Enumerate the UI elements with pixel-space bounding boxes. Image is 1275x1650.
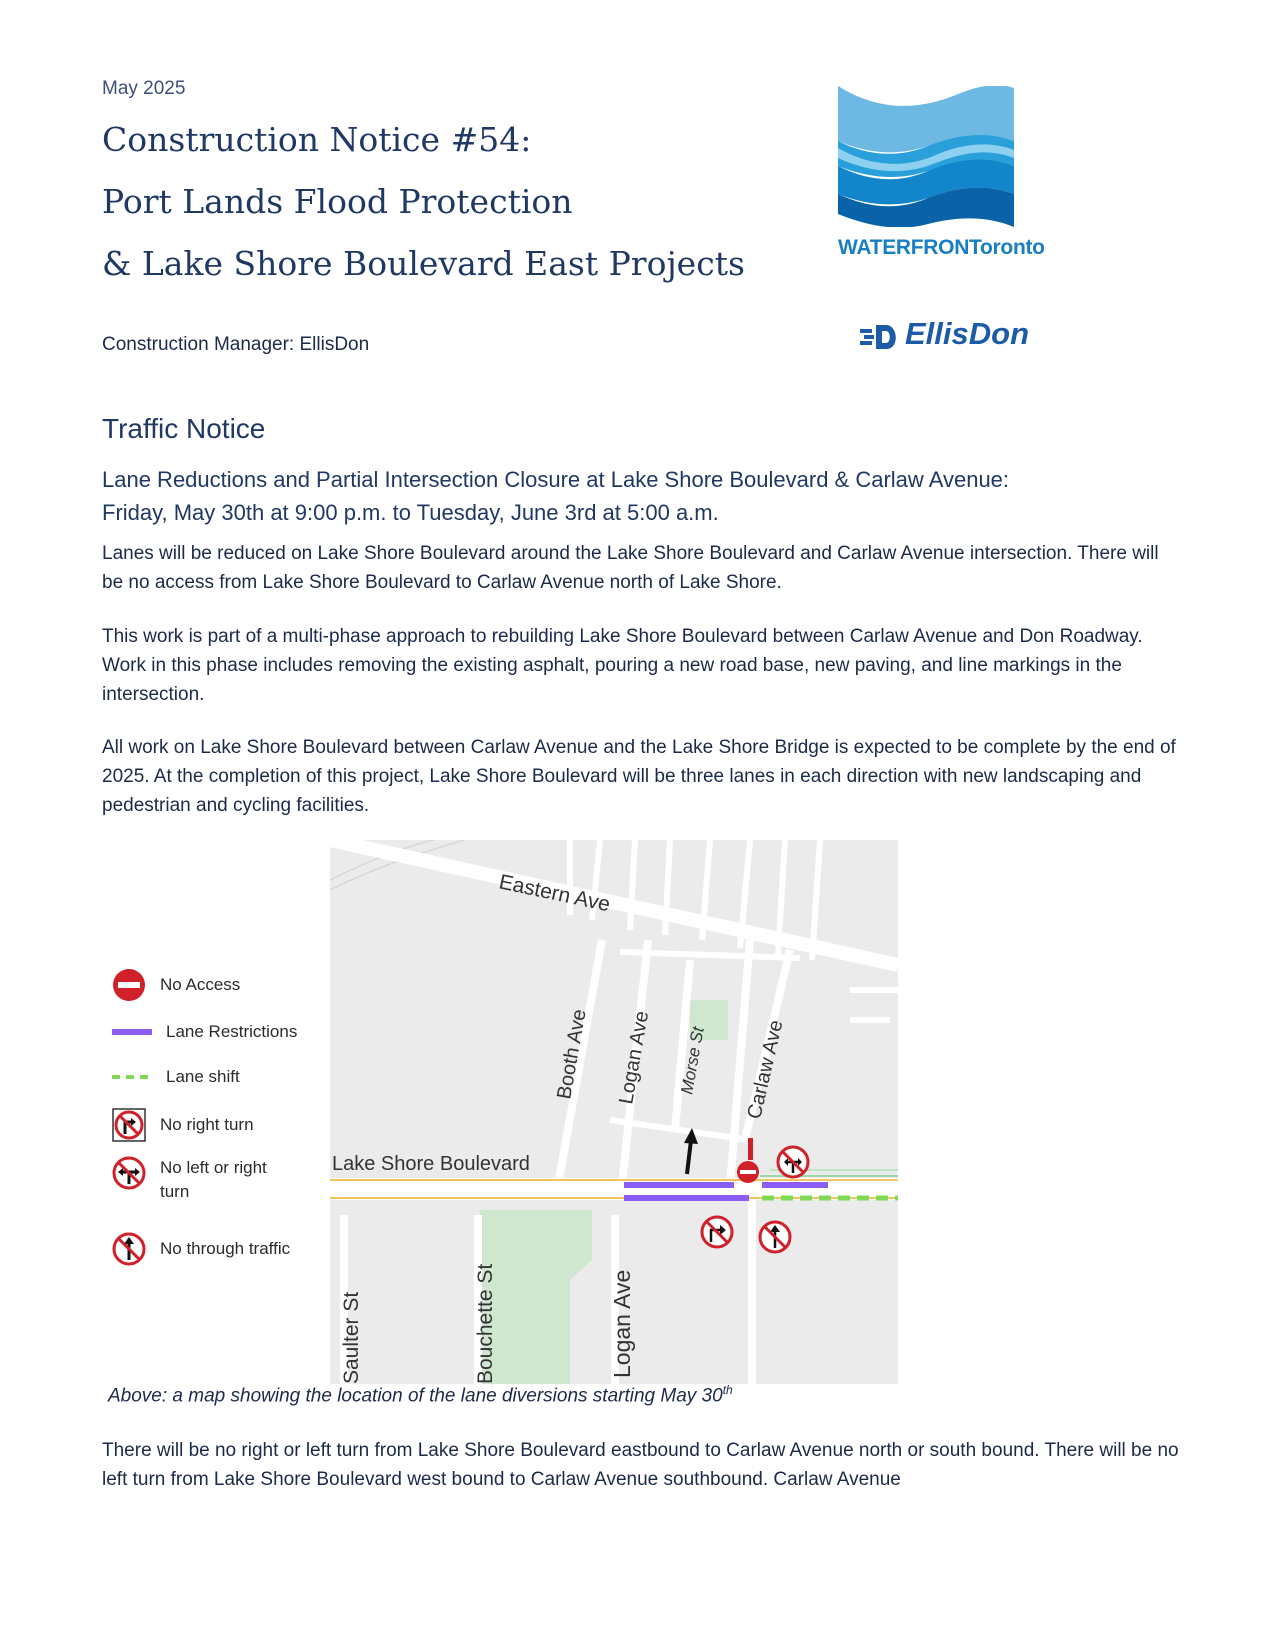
subheading-line-2: Friday, May 30th at 9:00 p.m. to Tuesday, June 3rd at 5:00 a.m.: [102, 500, 719, 525]
lane-shift-icon: [112, 1072, 152, 1082]
notice-date: May 2025: [102, 78, 186, 99]
morse-st-label: Morse St: [677, 1025, 708, 1096]
caption-text: Above: a map showing the location of the lane diversions starting May 30: [108, 1385, 723, 1407]
section-subheading: [102, 463, 1182, 529]
legend-no-right-turn: [112, 1108, 254, 1142]
no-left-or-right-turn-icon: [112, 1156, 146, 1190]
paragraph-4: There will be no right or left turn from Lake Shore Boulevard eastbound to Carlaw Avenue north or south bound. There will be no left turn from Lake Shore Boulevard west bound to Carlaw Avenue southbound. Carlaw Avenue: [102, 1440, 1179, 1490]
no-right-turn-icon: [112, 1108, 146, 1142]
lake-shore-road: [330, 1178, 898, 1200]
page-title-line-1: Construction Notice #54:: [102, 120, 532, 159]
paragraph-3: All work on Lake Shore Boulevard between Carlaw Avenue and the Lake Shore Bridge is expected to be complete by the end of 2025. At the completion of this project, Lake Shore Boulevard will be three lanes in each direction with new landscaping and pedestrian and cycling facilities.: [102, 737, 1176, 816]
lake-shore-label: Lake Shore Boulevard: [332, 1153, 530, 1175]
no-through-traffic-icon: [112, 1232, 146, 1266]
legend-label-line: turn: [160, 1182, 190, 1201]
bouchette-st-label: Bouchette St: [474, 1263, 497, 1384]
construction-manager: Construction Manager: EllisDon: [102, 334, 370, 355]
eastern-ave-label: Eastern Ave: [496, 870, 613, 917]
caption-superscript: th: [722, 1383, 733, 1397]
legend-label: No right turn: [160, 1115, 254, 1134]
legend-no-left-or-right-turn: [112, 1156, 267, 1204]
logan-ave-north-label: Logan Ave: [615, 1009, 654, 1106]
legend-no-access: [112, 968, 240, 1002]
lane-restriction-marker: [762, 1182, 828, 1188]
no-right-turn-sign-icon: [702, 1217, 732, 1247]
page-title-line-3: & Lake Shore Boulevard East Projects: [102, 244, 745, 283]
map-caption: [108, 1383, 733, 1407]
subheading-line-1: Lane Reductions and Partial Intersection Closure at Lake Shore Boulevard & Carlaw Avenue:: [102, 467, 1010, 492]
legend-no-through-traffic: [112, 1232, 290, 1266]
lane-diversion-map: [330, 840, 898, 1384]
saulter-st-label: Saulter St: [340, 1291, 363, 1384]
no-left-or-right-turn-sign-icon: [778, 1147, 808, 1177]
no-access-icon: [112, 968, 146, 1002]
map-legend: [112, 968, 327, 1268]
waterfront-toronto-logo-icon: [838, 86, 1014, 227]
booth-ave-label: Booth Ave: [553, 1007, 591, 1101]
logan-ave-south-label: Logan Ave: [609, 1269, 635, 1378]
legend-label: Lane Restrictions: [166, 1022, 298, 1041]
page-title-line-2: Port Lands Flood Protection: [102, 182, 573, 221]
ellisdon-wordmark: EllisDon: [905, 316, 1030, 351]
lane-restriction-marker: [624, 1195, 749, 1201]
legend-label: No through traffic: [160, 1239, 291, 1258]
legend-lane-shift: [112, 1065, 240, 1089]
legend-label-line: No left or right: [160, 1158, 267, 1177]
lane-restriction-marker: [624, 1182, 734, 1188]
legend-label: [160, 1156, 267, 1204]
paragraph-2: This work is part of a multi-phase approach to rebuilding Lake Shore Boulevard between Carlaw Avenue and Don Roadway. Work in this phase includes removing the existing asphalt, pouring a new road base, new paving, and line markings in the intersection.: [102, 626, 1143, 705]
legend-lane-restrictions: [112, 1020, 297, 1044]
legend-label: Lane shift: [166, 1067, 240, 1086]
no-through-traffic-sign-icon: [760, 1222, 790, 1252]
ellisdon-logo-icon: [860, 323, 902, 351]
waterfront-toronto-wordmark: WATERFRONToronto: [838, 236, 1045, 259]
legend-label: No Access: [160, 975, 241, 994]
lane-restriction-icon: [112, 1027, 152, 1037]
section-heading: Traffic Notice: [102, 413, 266, 444]
carlaw-ave-label: Carlaw Ave: [743, 1017, 788, 1122]
paragraph-1: Lanes will be reduced on Lake Shore Boulevard around the Lake Shore Boulevard and Carlaw Avenue intersection. There will be no access from Lake Shore Boulevard to Carlaw Avenue north of Lake Shore.: [102, 543, 1159, 593]
